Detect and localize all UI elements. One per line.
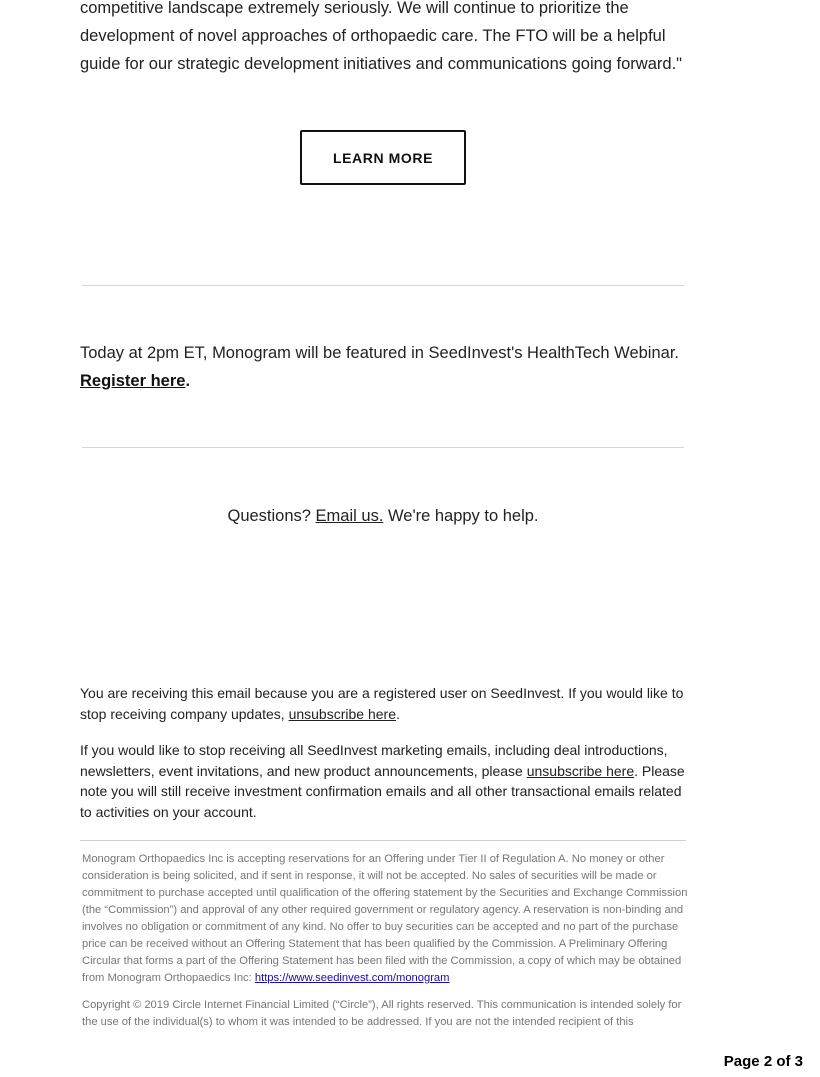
webinar-text: Today at 2pm ET, Monogram will be featured in SeedInvest's HealthTech Webinar. [80,344,679,362]
register-here-link[interactable]: Register here [80,372,186,390]
offering-disclaimer [82,851,688,987]
unsubscribe-company-link[interactable]: unsubscribe here [288,705,396,722]
company-updates-notice [80,683,690,724]
notice-end: . Please note you will still receive investment confirmation emails and all other transactional emails related to activities on your account. [80,762,685,820]
email-us-link[interactable]: Email us. [315,507,384,525]
notice-text: If you would like to stop receiving all SeedInvest marketing emails, including deal introductions, newsletters, event invitations, and new product announcements, please [80,742,668,779]
intro-paragraph: competitive landscape extremely seriously. We will continue to prioritize the development of novel approaches of orthopaedic care. The FTO will be a helpful guide for our strategic development initiatives and communications going forward." [80,0,683,73]
disclaimer-text: Monogram Orthopaedics Inc is accepting reservations for an Offering under Tier II of Regulation A. No money or other consideration is being solicited, and if sent in response, it will not be accepted. No sales of securities will be made or commitment to purchase accepted until qualification of the offering statement by the Securities and Exchange Commission (the “Commission”) and approval of any other required government or regulatory agency. A reservation is non-binding and involves no obligation or commitment of any kind. No offer to buy securities can be accepted and no part of the purchase price can be received without an Offering Statement that has been qualified by the Commission. A Preliminary Offering Circular that forms a part of the Offering Statement has been filed with the Commission, a copy of which may be obtained from Monogram Orthopaedics Inc: [82,853,688,984]
learn-more-button[interactable]: LEARN MORE [300,130,466,185]
questions-prefix: Questions? [227,507,316,525]
divider [82,285,684,286]
questions-suffix: We're happy to help. [383,507,539,525]
unsubscribe-marketing-link[interactable]: unsubscribe here [526,762,635,779]
copyright-notice: Copyright © 2019 Circle Internet Financial Limited (“Circle”), All rights reserved. This communication is intended solely for the use of the individual(s) to whom it was intended to be addressed. If you are not the intended recipient of this [82,999,682,1028]
page-number: Page 2 of 3 [723,1053,803,1070]
legal-divider [80,840,686,841]
marketing-emails-notice [80,740,690,822]
divider [82,447,684,448]
notice-end: . [395,705,400,722]
webinar-paragraph [80,339,720,395]
webinar-period: . [185,372,191,390]
notice-text: You are receiving this email because you are a registered user on SeedInvest. If you would like to stop receiving company updates, [80,685,684,722]
questions-line [0,503,766,529]
offering-link[interactable]: https://www.seedinvest.com/monogram [254,972,450,984]
